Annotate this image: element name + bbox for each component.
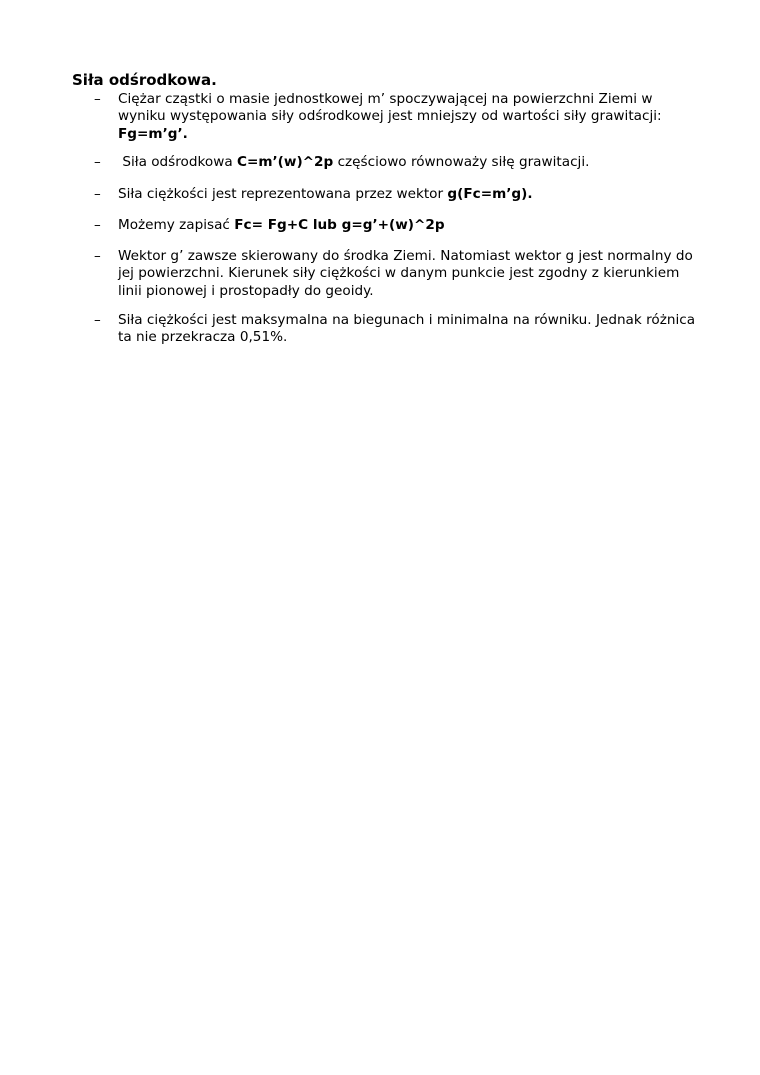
item-text: Siła ciężkości jest maksymalna na biegunach i minimalna na równiku. Jednak różnica ta nie przekracza 0,51%.	[118, 312, 696, 346]
item-text: Możemy zapisać	[118, 217, 235, 233]
formula-bold: C=m’(w)^2p	[236, 154, 334, 170]
dash-bullet: –	[94, 91, 101, 107]
list-item-text	[118, 91, 698, 143]
dash-bullet: –	[94, 186, 101, 202]
formula-bold: Fg=m’g’.	[118, 125, 188, 142]
list-item-text	[118, 217, 698, 234]
item-text: Wektor g’ zawsze skierowany do środka Ziemi. Natomiast wektor g jest normalny do jej powierzchni. Kierunek siły ciężkości w danym punkcie jest zgodny z kierunkiem linii pionowej i prostopadły do geoidy.	[118, 248, 693, 299]
dash-bullet: –	[94, 154, 101, 170]
list-item-text	[118, 154, 698, 171]
item-text: częściowo równoważy siłę grawitacji.	[333, 154, 590, 170]
formula-bold: g(Fc=m’g).	[447, 186, 533, 202]
formula-bold: Fc= Fg+C lub g=g’+(w)^2p	[234, 217, 445, 233]
list-item-text	[118, 312, 698, 347]
list-item-text	[118, 186, 698, 203]
list-item-text	[118, 248, 698, 300]
item-text: Siła odśrodkowa	[118, 154, 237, 170]
dash-bullet: –	[94, 312, 101, 328]
item-text: Ciężar cząstki o masie jednostkowej m’ spoczywającej na powierzchni Ziemi w wyniku występowania siły odśrodkowej jest mniejszy od wartości siły grawitacji:	[118, 91, 662, 125]
item-text: Siła ciężkości jest reprezentowana przez wektor	[118, 186, 448, 202]
section-heading: Siła odśrodkowa.	[72, 71, 217, 89]
dash-bullet: –	[94, 248, 101, 264]
dash-bullet: –	[94, 217, 101, 233]
